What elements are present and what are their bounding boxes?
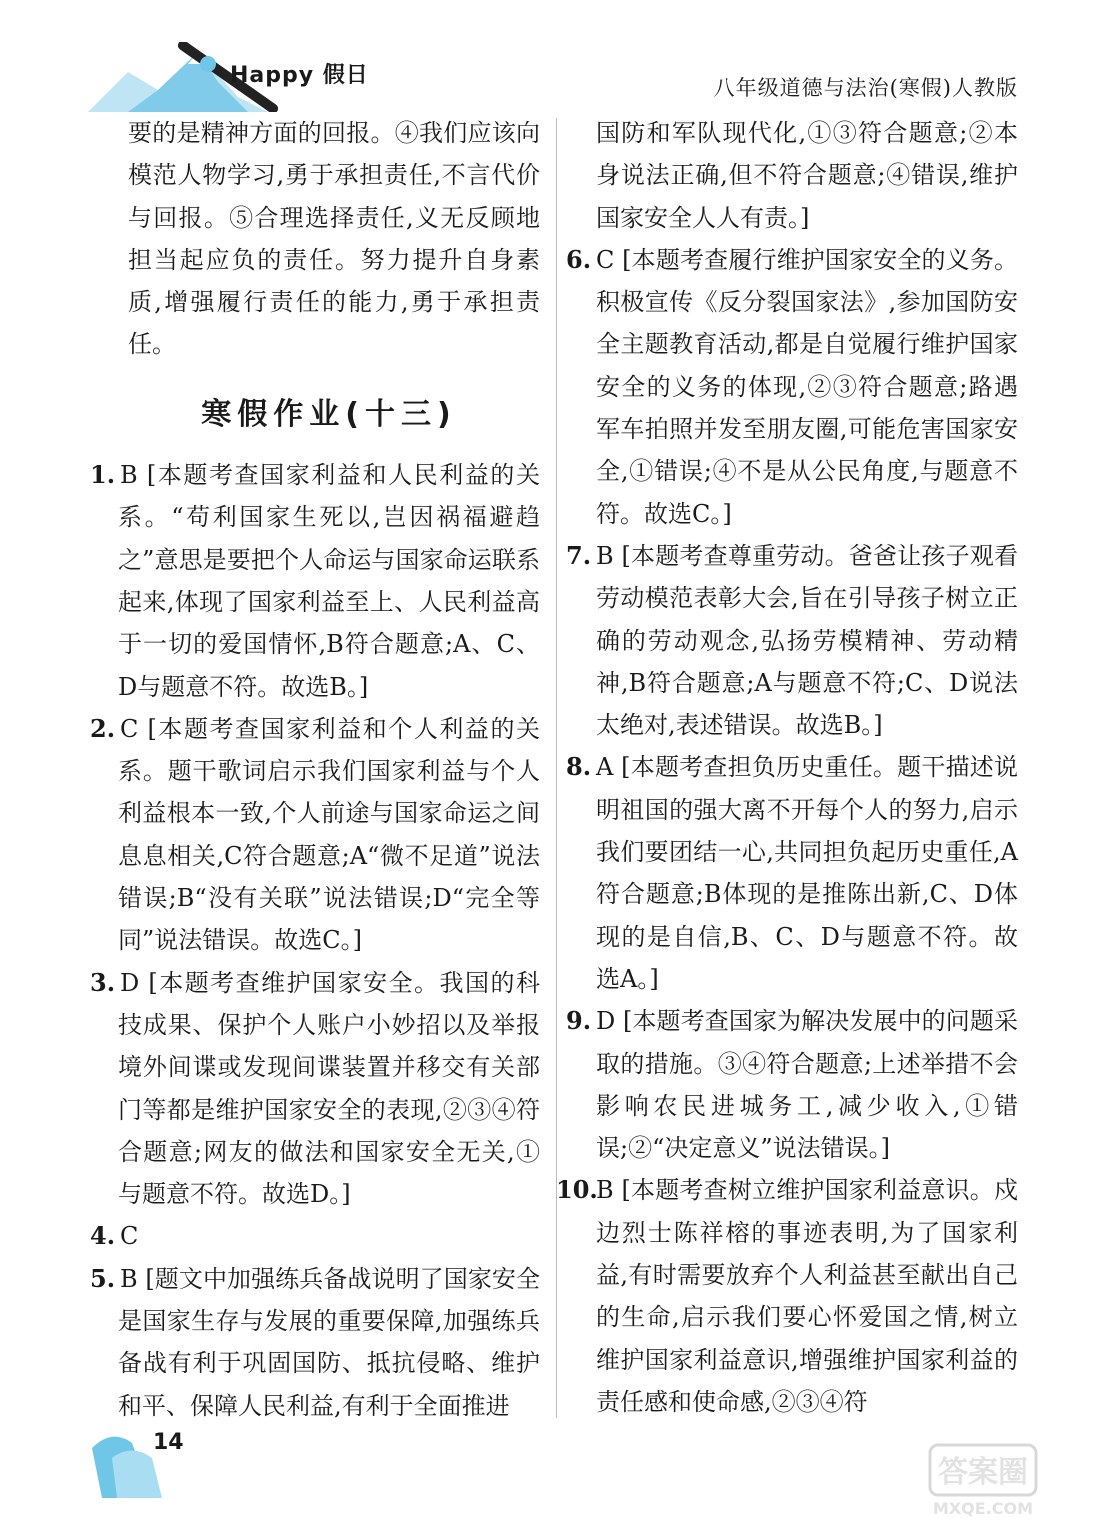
right-column [556,112,1018,1423]
item-number: 8. [566,752,592,782]
item-number: 3. [90,967,116,997]
answer-item [90,708,540,962]
page-header [0,0,1108,112]
answer-item [90,1215,540,1257]
item-text: D [本题考查维护国家安全。我国的科技成果、保护个人账户小妙招以及举报境外间谍或发现间谍装置并移交有关部门等都是维护国家安全的表现,②③④符合题意;网友的做法和国家安全无关,①与题意不符。故选D。] [118,968,540,1209]
answer-item [90,1258,540,1427]
left-column [90,112,540,1427]
item-text: B [题文中加强练兵备战说明了国家安全是国家生存与发展的重要保障,加强练兵备战有利于巩固国防、抵抗侵略、维护和平、保障人民利益,有利于全面推进 [118,1264,540,1420]
item-number: 5. [90,1263,116,1293]
book-title: 八年级道德与法治(寒假)人教版 [713,76,1018,100]
item-number: 9. [566,1006,592,1036]
item-text: A [本题考查担负历史重任。题干描述说明祖国的强大离不开每个人的努力,启示我们要团结一心,共同担负起历史重任,A符合题意;B体现的是推陈出新,C、D体现的是自信,B、C、D与题意不符。故选A。] [596,753,1018,993]
item-number: 10. [556,1175,598,1205]
item-text: D [本题考查国家为解决发展中的问题采取的措施。③④符合题意;上述举措不会影响农民进城务工,减少收入,①错误;②“决定意义”说法错误。] [596,1007,1018,1163]
svg-text:MXQE.COM: MXQE.COM [932,1499,1034,1518]
answer-item [566,239,1018,535]
continuation-paragraph: 国防和军队现代化,①③符合题意;②本身说法正确,但不符合题意;④错误,维护国家安全人人有责。] [596,119,1018,232]
item-number: 2. [90,713,116,743]
answer-item [90,962,540,1216]
logo-text: Happy 假日 [230,63,369,88]
item-text: B [本题考查尊重劳动。爸爸让孩子观看劳动模范表彰大会,旨在引导孩子树立正确的劳动观念,弘扬劳模精神、劳动精神,B符合题意;A与题意不符;C、D说法太绝对,表述错误。故选B。] [596,541,1018,740]
item-text: C [本题考查国家利益和个人利益的关系。题干歌词启示我们国家利益与个人利益根本一致,个人前途与国家命运之间息息相关,C符合题意;A“微不足道”说法错误;B“没有关联”说法错误;D“完全等同”说法错误。故选C。] [118,714,540,955]
item-number: 4. [90,1221,116,1251]
intro-paragraph: 要的是精神方面的回报。④我们应该向模范人物学习,勇于承担责任,不言代价与回报。⑤合理选择责任,义无反顾地担当起应负的责任。努力提升自身素质,增强履行责任的能力,勇于承担责任。 [128,119,540,359]
item-number: 6. [566,244,592,274]
column-divider [556,118,557,1418]
item-text: C [本题考查履行维护国家安全的义务。积极宣传《反分裂国家法》,参加国防安全主题教育活动,都是自觉履行维护国家安全的义务的体现,②③符合题意;路遇军车拍照并发至朋友圈,可能危害国家安全,①错误;④不是从公民角度,与题意不符。故选C。] [596,245,1018,528]
item-text: B [本题考查树立维护国家利益意识。戍边烈士陈祥榕的事迹表明,为了国家利益,有时需要放弃个人利益甚至献出自己的生命,启示我们要心怀爱国之情,树立维护国家利益意识,增强维护国家利益的责任感和使命感,②③④符 [596,1176,1018,1416]
item-text: B [本题考查国家利益和人民利益的关系。“苟利国家生死以,岂因祸福避趋之”意思是要把个人命运与国家命运联系起来,体现了国家利益至上、人民利益高于一切的爱国情怀,B符合题意;A、C、D与题意不符。故选B。] [118,461,540,701]
answer-item [556,1169,1018,1423]
watermark-logo [928,1440,1038,1520]
answer-item [566,535,1018,746]
answer-item [90,454,540,708]
page-number: 14 [153,1430,184,1455]
svg-text:答案圈: 答案圈 [938,1455,1028,1490]
item-number: 1. [90,460,116,490]
answer-item [566,746,1018,1000]
item-text: C [120,1222,139,1251]
answer-item [566,1000,1018,1169]
item-number: 7. [566,540,592,570]
page-corner-decoration [92,1418,212,1498]
section-title: 寒假作业(十三) [201,396,457,432]
